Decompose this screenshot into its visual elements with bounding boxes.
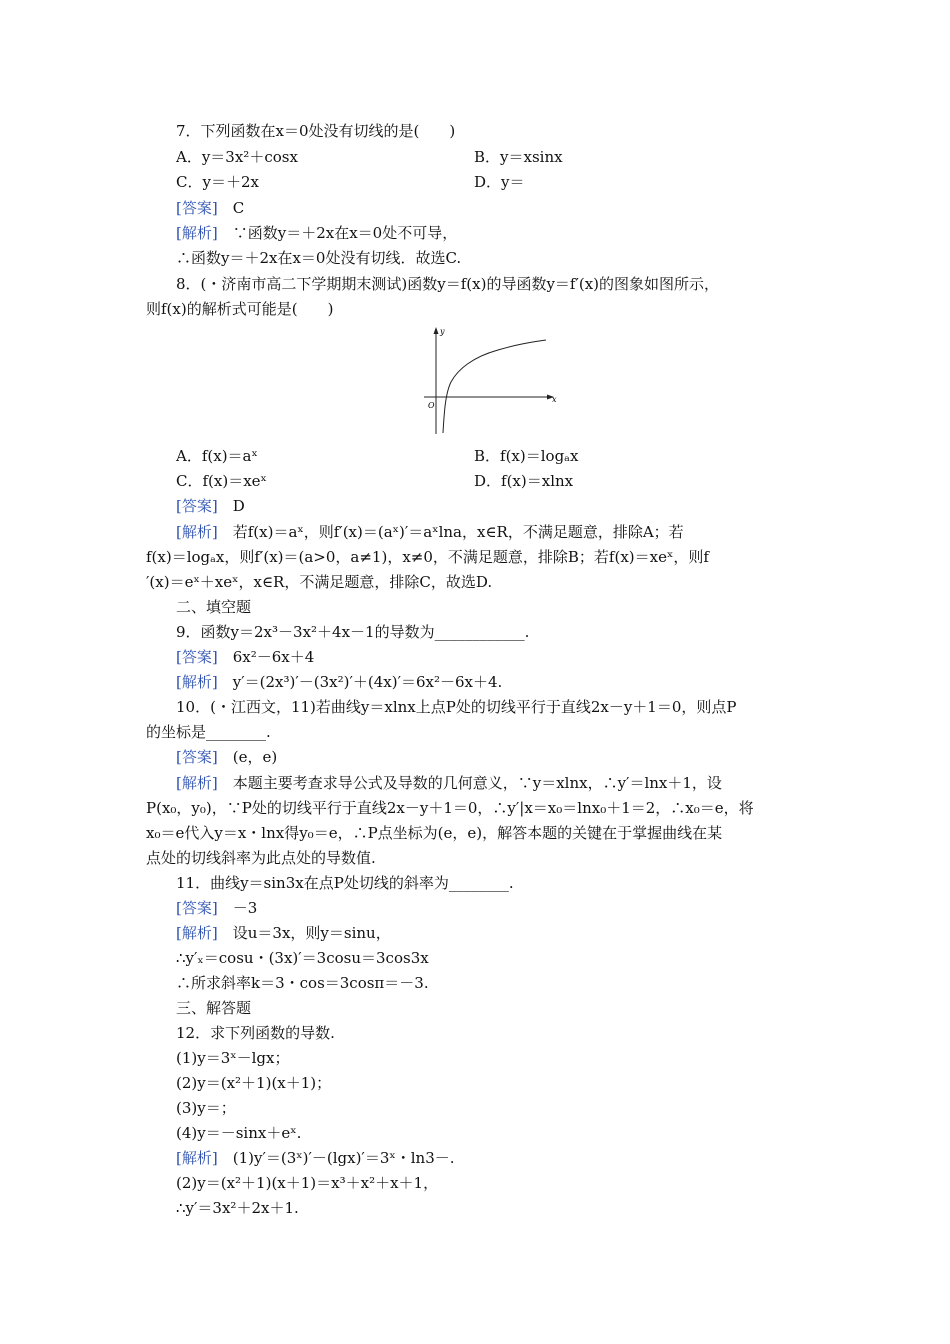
q9-analysis-text: y′＝(2x³)′－(3x²)′＋(4x)′＝6x²－6x＋4. xyxy=(232,673,503,691)
q12-analysis-1 xyxy=(176,1148,455,1168)
q12-part-4: (4)y＝－sinx＋eˣ. xyxy=(176,1124,302,1142)
y-axis-label: y xyxy=(440,327,445,336)
analysis-tag: [解析] xyxy=(176,224,218,242)
analysis-tag: [解析] xyxy=(176,523,218,541)
q12-analysis-2: (2)y＝(x²＋1)(x＋1)＝x³＋x²＋x＋1， xyxy=(176,1174,439,1192)
answer-tag: [答案] xyxy=(176,648,218,666)
q7-option-b: B．y＝xsinx xyxy=(474,148,563,166)
q11-analysis-text-1: 设u＝3x，则y＝sinu， xyxy=(232,924,391,942)
q12-part-1: (1)y＝3ˣ－lgx； xyxy=(176,1049,290,1067)
analysis-tag: [解析] xyxy=(176,1149,218,1167)
q11-answer-value: －3 xyxy=(232,899,258,917)
answer-tag: [答案] xyxy=(176,748,218,766)
q7-option-c: C．y＝＋2x xyxy=(176,173,259,191)
q9-answer-value: 6x²－6x＋4 xyxy=(232,648,315,666)
q8-analysis-3: ′(x)＝eˣ＋xeˣ，x∈R，不满足题意，排除C，故选D. xyxy=(146,573,493,591)
q9-answer xyxy=(176,647,314,667)
q8-analysis-2: f(x)＝logₐx，则f′(x)＝(a>0，a≠1)，x≠0，不满足题意，排除B；若f(x)＝xeˣ，则f xyxy=(146,548,709,566)
q12-part-2: (2)y＝(x²＋1)(x＋1)； xyxy=(176,1074,332,1092)
q10-analysis-2: P(x₀，y₀)，∵P处的切线平行于直线2x－y＋1＝0，∴y′|x＝x₀＝lnx₀＋1＝2，∴x₀＝e，将 xyxy=(146,799,754,817)
answer-tag: [答案] xyxy=(176,497,218,515)
answer-tag: [答案] xyxy=(176,199,218,217)
q10-answer-value: (e，e) xyxy=(232,748,278,766)
q10-stem-2: 的坐标是________. xyxy=(146,723,271,741)
q8-option-a: A．f(x)＝aˣ xyxy=(176,447,258,465)
q7-analysis-1 xyxy=(176,223,457,243)
q8-option-c: C．f(x)＝xeˣ xyxy=(176,472,267,490)
q8-stem-1: 8．(・济南市高二下学期期末测试)函数y＝f(x)的导函数y＝f′(x)的图象如图所示， xyxy=(176,275,720,293)
q8-option-d: D．f(x)＝xlnx xyxy=(474,472,574,490)
q7-analysis-2: ∴函数y＝＋2x在x＝0处没有切线．故选C. xyxy=(176,249,462,267)
q12-analysis-text-1: (1)y′＝(3ˣ)′－(lgx)′＝3ˣ・ln3－. xyxy=(232,1149,455,1167)
q8-analysis-1 xyxy=(176,522,684,542)
q10-analysis-4: 点处的切线斜率为此点处的导数值. xyxy=(146,849,376,867)
q11-analysis-1 xyxy=(176,923,391,943)
q7-answer-value: C xyxy=(232,199,245,217)
q10-analysis-1 xyxy=(176,773,722,793)
q9-stem: 9．函数y＝2x³－3x²＋4x－1的导数为____________. xyxy=(176,623,530,641)
q8-answer-value: D xyxy=(232,497,245,515)
analysis-tag: [解析] xyxy=(176,774,218,792)
q10-analysis-text-1: 本题主要考查求导公式及导数的几何意义，∵y＝xlnx，∴y′＝lnx＋1，设 xyxy=(232,774,722,792)
q8-stem-2: 则f(x)的解析式可能是( ) xyxy=(146,300,334,318)
q7-option-a: A．y＝3x²＋cosx xyxy=(176,148,298,166)
q11-analysis-2: ∴y′ₓ＝cosu・(3x)′＝3cosu＝3cos3x xyxy=(176,949,429,967)
section-fill-in-title: 二、填空题 xyxy=(176,598,252,616)
q11-answer xyxy=(176,898,257,918)
q11-stem: 11．曲线y＝sin3x在点P处切线的斜率为________. xyxy=(176,874,514,892)
section-solve-title: 三、解答题 xyxy=(176,999,252,1017)
q10-analysis-3: x₀＝e代入y＝x・lnx得y₀＝e，∴P点坐标为(e，e)，解答本题的关键在于掌握曲线在某 xyxy=(146,824,723,842)
q12-analysis-3: ∴y′＝3x²＋2x＋1. xyxy=(176,1199,299,1217)
q12-stem: 12．求下列函数的导数. xyxy=(176,1024,335,1042)
derivative-graph xyxy=(418,324,558,436)
q8-option-b: B．f(x)＝logₐx xyxy=(474,447,579,465)
x-axis-label: x xyxy=(552,395,557,404)
analysis-tag: [解析] xyxy=(176,673,218,691)
answer-tag: [答案] xyxy=(176,899,218,917)
analysis-tag: [解析] xyxy=(176,924,218,942)
q10-answer xyxy=(176,747,277,767)
q9-analysis xyxy=(176,672,502,692)
y-axis-arrow-icon xyxy=(434,327,439,334)
q12-part-3: (3)y＝； xyxy=(176,1099,236,1117)
derivative-curve xyxy=(443,340,546,433)
q11-analysis-3: ∴所求斜率k＝3・cos＝3cosπ＝－3. xyxy=(176,974,429,992)
q10-stem-1: 10．(・江西文，11)若曲线y＝xlnx上点P处的切线平行于直线2x－y＋1＝0，则点P xyxy=(176,698,737,716)
q7-stem: 7．下列函数在x＝0处没有切线的是( ) xyxy=(176,122,456,140)
q8-answer xyxy=(176,496,245,516)
q7-option-d: D．y＝ xyxy=(474,173,525,191)
origin-label: O xyxy=(428,401,435,410)
q7-analysis-text-1: ∵函数y＝＋2x在x＝0处不可导， xyxy=(232,224,458,242)
q7-answer xyxy=(176,198,244,218)
q8-analysis-text-1: 若f(x)＝aˣ，则f′(x)＝(aˣ)′＝aˣlna，x∈R，不满足题意，排除A；若 xyxy=(232,523,684,541)
